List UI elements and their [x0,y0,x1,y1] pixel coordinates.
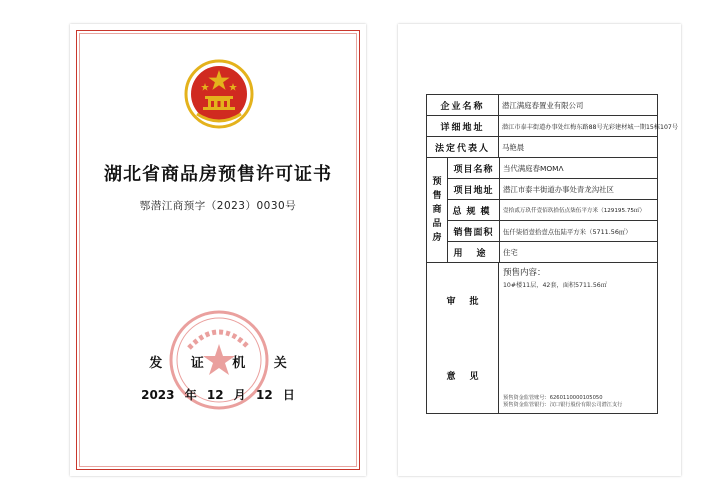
company-value: 潜江满庭春置业有限公司 [502,100,584,110]
use-row [448,241,657,262]
group-label-char: 品 [432,219,442,229]
certificate-detail-page [398,24,681,476]
issue-month-unit: 月 [233,388,246,402]
opinion-label: 意见 [446,372,493,382]
project-name-row [448,158,657,178]
info-table [426,94,679,414]
national-emblem-icon [183,58,255,130]
total-scale-row [448,199,657,220]
issue-month: 12 [206,388,224,402]
sale-area-label: 销售面积 [448,221,500,241]
escrow-bank-line: 预售资金监管银行：汉口银行股份有限公司潜江支行 [503,402,623,408]
approval-label: 审批 [446,297,493,307]
sale-area-value: 伍仟柒佰壹拾壹点伍陆平方米（5711.56㎡） [503,227,632,236]
company-label: 企业名称 [427,95,499,115]
presale-content-detail: 10#楼11层，42套，面积5711.56㎡ [503,282,607,289]
certificate-front-page [70,24,366,476]
group-label-char: 售 [432,191,442,201]
legal-rep-row [427,136,657,157]
total-scale-value: 壹拾贰万玖仟壹佰玖拾伍点柒伍平方米（129195.75㎡） [503,208,646,214]
issue-day: 12 [255,388,273,402]
presale-housing-rows [448,158,657,262]
company-row [427,95,657,115]
address-row [427,115,679,136]
issue-year-unit: 年 [184,388,197,402]
presale-content-title: 预售内容： [503,268,546,278]
project-name-value: 当代满庭春MOMΛ [503,163,564,173]
presale-housing-group [427,157,657,262]
approval-opinion-label [427,263,499,413]
approval-opinion-row [427,262,657,413]
issue-year: 2023 [141,388,175,402]
sale-area-row [448,220,657,241]
project-name-label: 项目名称 [448,158,500,178]
presale-housing-group-label [427,158,448,262]
use-label: 用途 [448,242,500,262]
project-address-value: 潜江市泰丰街道办事处青龙沟社区 [503,184,614,194]
legal-rep-label: 法定代表人 [427,137,499,157]
approval-opinion-content [499,263,657,413]
legal-rep-value: 马艳晨 [502,142,525,152]
total-scale-label: 总规模 [448,200,500,220]
project-address-row [448,178,657,199]
project-address-label: 项目地址 [448,179,500,199]
issuing-authority-label: 发 证 机 关 [149,356,299,371]
escrow-account-line: 预售资金监管账号：6260110000105050 [503,395,603,401]
issue-day-unit: 日 [282,388,295,402]
group-label-char: 商 [432,205,442,215]
group-label-char: 预 [432,177,442,187]
address-label: 详细地址 [427,116,499,136]
address-value: 潜江市泰丰街道办事处红梅东路88号光彩建材城一期15栋107号 [502,123,679,131]
use-value: 住宅 [503,247,518,257]
certificate-title: 湖北省商品房预售许可证书 [104,164,332,185]
group-label-char: 房 [432,233,442,243]
issue-date [70,386,366,403]
permit-number: 鄂潜江商预字（2023）0030号 [139,200,297,212]
